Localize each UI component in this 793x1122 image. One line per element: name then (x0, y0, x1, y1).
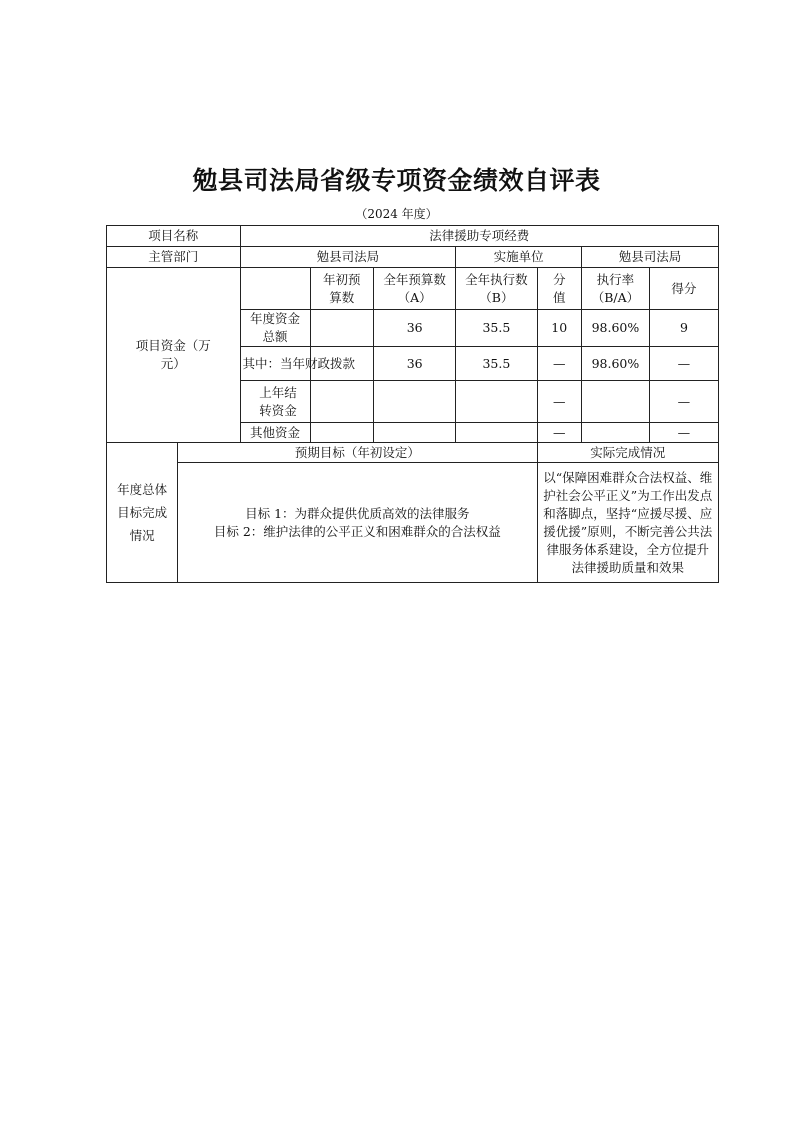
goals-content-row (107, 463, 719, 583)
fund-weight: — (537, 347, 582, 381)
fund-row-label: 其中：当年财政拨款 (240, 347, 310, 381)
header-exec-rate: 执行率（B/A） (582, 268, 650, 310)
department-row (107, 247, 719, 268)
fund-weight: 10 (537, 310, 582, 347)
fund-exec (456, 381, 537, 423)
fund-initial (310, 310, 373, 347)
fund-row-label: 上年结转资金 (240, 381, 310, 423)
fund-score: — (649, 381, 718, 423)
funds-header-row (107, 268, 719, 310)
actual-completion-text: 以“保障困难群众合法权益、维护社会公平正义”为工作出发点和落脚点，坚持“应援尽援、应援优援”原则，不断完善公共法律服务体系建设，全方位提升法律援助质量和效果 (537, 463, 719, 583)
fund-rate (582, 423, 650, 443)
header-score-weight: 分值 (537, 268, 582, 310)
project-name-label: 项目名称 (107, 226, 241, 247)
fund-initial (310, 423, 373, 443)
actual-completion-header: 实际完成情况 (537, 443, 719, 463)
fund-rate (582, 381, 650, 423)
header-annual-budget: 全年预算数（A） (373, 268, 455, 310)
year-label: （2024 年度） (355, 207, 438, 221)
page-title: 勉县司法局省级专项资金绩效自评表 (192, 166, 601, 195)
expected-goals (178, 463, 537, 583)
fund-exec (456, 423, 537, 443)
fund-budget: 36 (373, 347, 455, 381)
funds-header-blank (240, 268, 310, 310)
fund-budget (373, 423, 455, 443)
fund-row-label: 其他资金 (240, 423, 310, 443)
goal-item: 目标 1：为群众提供优质高效的法律服务 (245, 505, 470, 521)
project-name-value: 法律援助专项经费 (240, 226, 719, 247)
fund-row-label: 年度资金总额 (240, 310, 310, 347)
header-annual-exec: 全年执行数（B） (456, 268, 537, 310)
fund-rate: 98.60% (582, 310, 650, 347)
fund-initial (310, 381, 373, 423)
fund-rate: 98.60% (582, 347, 650, 381)
fund-budget (373, 381, 455, 423)
fund-budget: 36 (373, 310, 455, 347)
goals-header-row (107, 443, 719, 463)
fund-score: 9 (649, 310, 718, 347)
project-name-row (107, 226, 719, 247)
fund-weight: — (537, 423, 582, 443)
dept-value: 勉县司法局 (240, 247, 456, 268)
fund-exec: 35.5 (456, 347, 537, 381)
performance-table (106, 225, 719, 583)
fund-score: — (649, 347, 718, 381)
header-score: 得分 (649, 268, 718, 310)
impl-label: 实施单位 (456, 247, 582, 268)
fund-weight: — (537, 381, 582, 423)
header-initial-budget: 年初预算数 (310, 268, 373, 310)
funds-section-label: 项目资金（万元） (107, 268, 241, 443)
fund-exec: 35.5 (456, 310, 537, 347)
expected-goals-header: 预期目标（年初设定） (178, 443, 537, 463)
goal-item: 目标 2：维护法律的公平正义和困难群众的合法权益 (213, 523, 501, 539)
dept-label: 主管部门 (107, 247, 241, 268)
fund-score: — (649, 423, 718, 443)
impl-value: 勉县司法局 (582, 247, 719, 268)
goals-section-label: 年度总体目标完成情况 (107, 443, 178, 583)
